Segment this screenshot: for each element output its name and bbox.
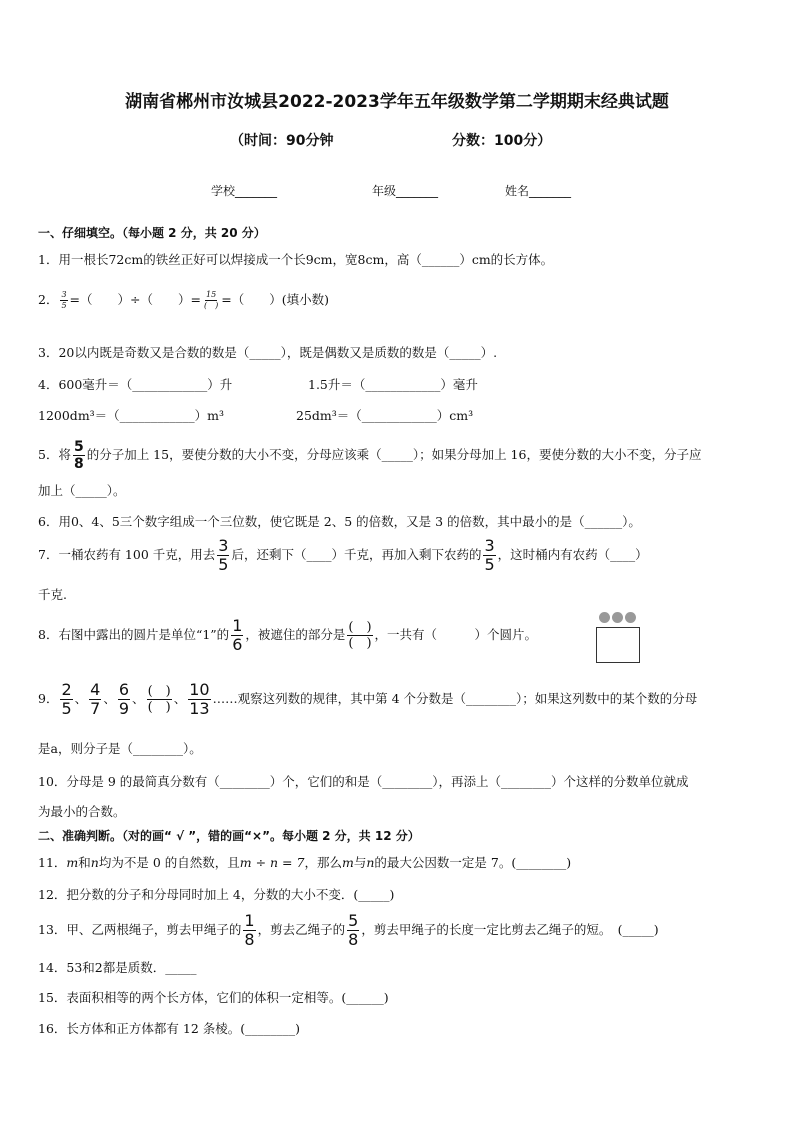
question-7: 7．一桶农药有 100 千克，用去 $\frac{3}{5}$ 后，还剩下（____）千克，再加入剩下农药的 $\frac{3}{5}$ ，这时桶内有农药（____） <box>38 536 648 574</box>
section2-heading: 二、准确判断。（对的画“ √ ”，错的画“×”。每小题 2 分，共 12 分） <box>38 829 420 843</box>
question-2: 2． $\frac{3}{5}$ =（ ）÷（ ）= $\frac{15}{( )}$ =（ ）(填小数) <box>38 290 329 310</box>
name-field: 姓名_______ <box>505 184 572 198</box>
question-3: 3．20以内既是奇数又是合数的数是（_____），既是偶数又是质数的数是（_____）. <box>38 345 498 360</box>
question-15: 15．表面积相等的两个长方体，它们的体积一定相等。(______) <box>38 990 389 1005</box>
question-10: 10．分母是 9 的最简真分数有（________）个，它们的和是（________），再添上（________）个这样的分数单位就成 <box>38 774 689 789</box>
question-9: 9． $\frac{2}{5}$ 、 $\frac{4}{7}$ 、 $\frac{6}{9}$ 、 $\frac{( )}{( )}$ 、 $\frac{10}{13}$ ……观察这列数的规律，其中第 4 个分数是（________）；如果这列数中的某个数的分母 <box>38 680 698 718</box>
question-9-line2: 是a，则分子是（________）。 <box>38 741 202 756</box>
question-4d: 25dm³＝（____________）cm³ <box>296 408 474 423</box>
question-4a: 4．600毫升＝（____________）升 <box>38 377 233 392</box>
question-5: 5．将 $\frac{5}{8}$ 的分子加上 15，要使分数的大小不变，分母应该乘（_____）；如果分母加上 16，要使分数的大小不变，分子应 <box>38 439 702 472</box>
question-6: 6．用0、4、5三个数字组成一个三位数，使它既是 2、5 的倍数，又是 3 的倍数，其中最小的是（______）。 <box>38 514 641 529</box>
covering-box <box>596 627 640 663</box>
question-4c: 1200dm³＝（____________）m³ <box>38 408 225 423</box>
question-4b: 1.5升＝（____________）毫升 <box>308 377 478 392</box>
circle-piece-icon <box>612 612 623 623</box>
circle-piece-icon <box>599 612 610 623</box>
question-12: 12．把分数的分子和分母同时加上 4，分数的大小不变．(_____) <box>38 887 395 902</box>
question-13: 13．甲、乙两根绳子，剪去甲绳子的 $\frac{1}{8}$ ，剪去乙绳子的 $\frac{5}{8}$ ，剪去甲绳子的长度一定比剪去乙绳子的短。 (_____) <box>38 911 659 949</box>
school-field: 学校_______ <box>211 184 278 198</box>
exam-score: 分数：100分） <box>452 133 552 149</box>
exam-time: （时间：90分钟 <box>230 133 334 149</box>
question-16: 16．长方体和正方体都有 12 条棱。(________) <box>38 1021 301 1036</box>
question-7-line2: 千克. <box>38 587 67 602</box>
question-5-line2: 加上（_____）。 <box>38 483 126 498</box>
circle-piece-icon <box>625 612 636 623</box>
page-title: 湖南省郴州市汝城县2022-2023学年五年级数学第二学期期末经典试题 <box>125 92 669 112</box>
section1-heading: 一、仔细填空。（每小题 2 分，共 20 分） <box>38 226 266 240</box>
question-11: 11．m和n均为不是 0 的自然数，且m ÷ n = 7，那么m与n的最大公因数一定是 7。(________) <box>38 855 572 870</box>
question-10-line2: 为最小的合数。 <box>38 804 126 819</box>
question-14: 14．53和2都是质数．_____ <box>38 960 197 975</box>
grade-field: 年级_______ <box>372 184 439 198</box>
question-8: 8．右图中露出的圆片是单位“1”的 $\frac{1}{6}$ ，被遮住的部分是 $\frac{( )}{( )}$ ，一共有（ ）个圆片。 <box>38 616 538 654</box>
question-1: 1．用一根长72cm的铁丝正好可以焊接成一个长9cm，宽8cm，高（______）cm的长方体。 <box>38 252 554 267</box>
